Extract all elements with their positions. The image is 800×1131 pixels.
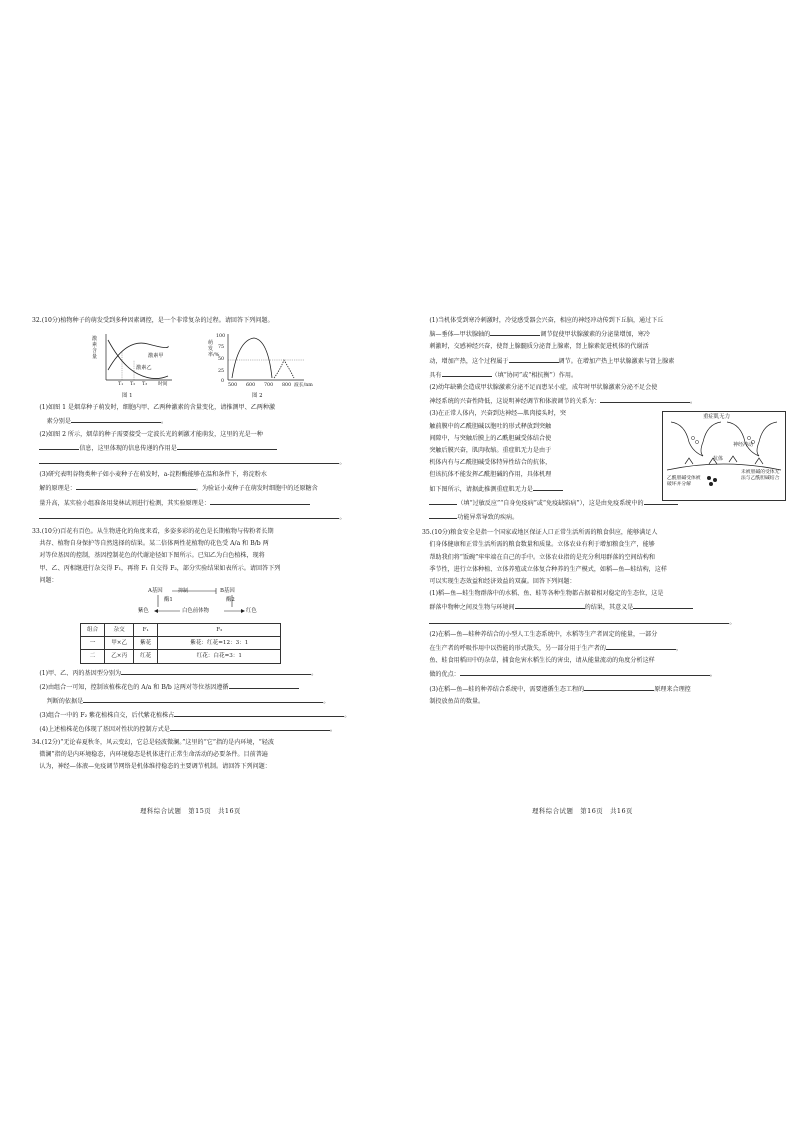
antibody-label: 抗体: [713, 456, 724, 462]
table-cell: 甲×乙: [105, 637, 134, 650]
fig1-tick1: T₁: [118, 382, 124, 388]
figure-1: [92, 330, 182, 400]
q34-part1-a: (1)当机体受到寒冷刺激时，冷觉感受器会兴奋，相应的神经冲动传到下丘脑，通过下丘: [429, 317, 664, 324]
q32-heading: 32.(10分)植物种子的萌发受到多种因素调控，是一个非常复杂的过程。请回答下列问题。: [32, 317, 274, 324]
pathway-arrows: [142, 587, 272, 621]
fig2-ytick-50: 50: [218, 357, 225, 363]
q34-part3-i: 功能异常导致的疾病。: [422, 510, 782, 524]
white-precursor-label: 白色前体物: [182, 608, 209, 615]
fig2-xtick-700: 700: [264, 383, 274, 389]
q32-figures: [92, 330, 392, 400]
fig2-xtick-500: 500: [228, 383, 238, 389]
inhibit-label: 抑制: [178, 588, 189, 595]
q35-line-e: 可以实现生态效益和经济效益的双赢。回答下列问题：: [429, 578, 576, 586]
fig1-curve1-label: 激素甲: [148, 353, 164, 360]
q34-part3-g: 如下图所示，请据此推测重症肌无力是: [422, 482, 654, 496]
q35-part2-a: (2)在稻—鱼—蛙种养结合的小型人工生态系统中，水稻等生产者固定的能量，一部分: [429, 630, 658, 638]
q35-line-b: 们身体健康和正常生活所需的粮食数量和质量。立体农业有利于增加粮食生产，能够: [429, 541, 655, 549]
q33-line-e: 问题：: [39, 576, 58, 584]
red-label: 红色: [246, 608, 257, 615]
q33-line-d: 甲、乙、丙相继进行杂交得 F₁，再将 F₁ 自交得 F₂，部分实验结果如表所示。请回答下列: [39, 564, 281, 572]
table-row: [81, 650, 281, 663]
q32-part2-blank: 。: [32, 455, 392, 469]
fig2-xtick-800: 800: [282, 383, 292, 389]
q34-part1-b: 脑—垂体—甲状腺轴的 调节促使甲状腺激素的分泌量增加，寒冷: [422, 327, 782, 341]
gene-b-label: B基因: [220, 588, 235, 595]
enzyme2-label: 酶2: [226, 597, 235, 604]
fig2-xtick-600: 600: [246, 383, 256, 389]
enzyme1-label: 酶1: [164, 597, 173, 604]
impulse-label: 神经冲动: [733, 442, 754, 448]
table-cell: 乙×丙: [105, 650, 134, 663]
q32-part2-a: (2)如图 2 所示，烟草的种子需要接受一定波长光的刺激才能萌发，这里的光是一种: [39, 430, 263, 438]
q35-part1-a: (1)稻—鱼—蛙生物群落中的水稻、鱼、蛙等各种生物都占据着相对稳定的生态位，这是: [429, 590, 664, 598]
q33-part4: (4)上述植株花色体现了基因对性状的控制方式是 。: [32, 722, 392, 736]
q32-part3-a: (3)研究表明谷物类种子如小麦种子在萌发时，a-淀粉酶能够在温和条件下，将淀粉水: [39, 471, 267, 479]
fig2-ytick-0: 0: [221, 379, 225, 385]
q33-part2-b: 判断的依据是 。: [32, 694, 392, 708]
q35-part1-b: 群落中物种之间及生物与环境间 的结果，其意义是: [422, 600, 782, 614]
q33-line-a: 33.(10分)百花有百色。从生物进化的角度来看，多姿多彩的花色是长期植物与传粉者长期: [32, 528, 274, 536]
q34-part2-b: 神经系统的兴奋性降低，这说明神经调节和体液调节的关系为： 。: [422, 394, 782, 408]
q33-part3: (3)组合一中的 F₂ 紫花植株自交，后代紫花植株占 。: [32, 708, 392, 722]
fig1-caption: 图 1: [122, 393, 133, 399]
table-cell: 紫花: [134, 637, 158, 650]
right-mechanism-label: 未被胆碱的受体无法与乙酰胆碱结合: [741, 470, 780, 481]
fig1-xlabel: 时间: [158, 382, 168, 388]
q34-part3-d: 突触后膜兴奋，肌肉收缩。重症肌无力是由于: [429, 447, 552, 455]
q34-part1-e: 具有 （填“协同”或“相抗衡”）作用。: [422, 368, 782, 382]
q35-part1-blank: 。: [422, 615, 782, 629]
q34-part3-b: 触前膜中的乙酰胆碱以胞吐的形式释放到突触: [429, 422, 552, 430]
q34-part1-c: 刺激时，交感神经兴奋，使肾上腺髓质分泌肾上腺素，肾上腺素促进机体的代谢活: [429, 343, 649, 351]
table-cell: 红花：白花=3：1: [158, 650, 281, 663]
q32-part3-c: 量升高，某实验小组准备用斐林试剂进行检测，其实验原理是：: [32, 496, 392, 510]
flower-pathway-diagram: [138, 587, 392, 621]
table-header-row: [81, 624, 281, 637]
right-page: [422, 315, 782, 708]
fig1-ylabel: 激素含量: [92, 336, 98, 361]
table-cell: 一: [81, 637, 105, 650]
q35-part2-d: 做的优点： 。: [422, 667, 782, 681]
table-header: 组合: [81, 624, 105, 637]
fig2-xlabel: 波长/nm: [294, 383, 313, 389]
figure-2: [208, 330, 318, 400]
q35-line-a: 35.(10分)粮食安全是指一个国家或地区保证人口正常生活所需的粮食供应，能够满足人: [422, 529, 658, 537]
q33-line-b: 共存、植物自身保护等自然选择的结果。某二倍体两性花植物的花色受 A/a 和 B/b 两: [39, 540, 269, 548]
fig2-ytick-25: 25: [218, 369, 225, 375]
q34-part3-c: 间隙中，与突触后膜上的乙酰胆碱受体结合使: [429, 434, 552, 442]
q34-line-b: 微澜”指的是内环境稳态，内环境稳态是机体进行正常生命活动的必要条件。目前普遍: [39, 750, 268, 758]
table-cell: 二: [81, 650, 105, 663]
diagram-title: 重症肌无力: [703, 414, 730, 420]
q34-part1-d: 动，增加产热，这个过程属于 调节。在增加产热上甲状腺激素与肾上腺素: [422, 354, 782, 368]
q34-part3-f: 但该抗体不能发挥乙酰胆碱的作用，具体机理: [429, 471, 552, 479]
q33-part2-a: (2)由组合一可知，控制该植株花色的 A/a 和 B/b 这两对等位基因遵循: [32, 680, 392, 694]
table-header: F₁: [134, 624, 158, 637]
table-cell: 紫花：红花=12：3：1: [158, 637, 281, 650]
q32-part3-b: 解的原理是： 。为验证小麦种子在萌发时细胞中的还原糖含: [32, 481, 392, 495]
table-row: [81, 637, 281, 650]
q34-part3-h: （填“过敏反应”“自身免疫病”或“免疫缺陷病”），这是由免疫系统中的: [422, 496, 782, 510]
q33-line-c: 对等位基因的控制，基因控制花色的代谢途径如下图所示。已知乙为白色植株，现将: [39, 552, 265, 560]
myasthenia-diagram: [662, 411, 786, 501]
q32-part2-b: 信息，这里体现的信息传递的作用是: [32, 441, 392, 455]
q34-line-a: 34.(12分)“无论春夏秋冬，风云变幻，它总是轻波微澜。”这里的“它”指的是内环境，“轻波: [32, 738, 274, 746]
table-cell: 红花: [134, 650, 158, 663]
left-page-footer: 理科综合试题 第15页 共16页: [140, 807, 241, 815]
q33-part1: (1)甲、乙、丙的基因型分别为 。: [32, 666, 392, 680]
gene-a-label: A基因: [148, 588, 163, 595]
q34-part3-e: 机体内有与乙酰胆碱受体特异性结合的抗体，: [429, 459, 552, 467]
fig2-ytick-75: 75: [218, 345, 225, 351]
q35-part3-a: (3)在稻—鱼—蛙的种养结合系统中，需要遵循生态工程的 原理来合理控: [422, 682, 782, 696]
q35-part3-b: 制投放鱼苗的数量。: [429, 697, 485, 705]
fig1-tick2: T₂: [130, 382, 136, 388]
cross-results-table: [80, 623, 281, 664]
purple-label: 紫色: [138, 608, 149, 615]
fig2-ylabel: 萌发率/%: [208, 340, 220, 359]
left-mechanism-label: 乙酰胆碱受体被破坏并分解: [667, 476, 701, 487]
right-page-footer: 理科综合试题 第16页 共16页: [532, 807, 633, 815]
table-header: 杂交: [105, 624, 134, 637]
table-header: F₂: [158, 624, 281, 637]
fig2-caption: 图 2: [252, 393, 263, 399]
q34-part3-a: (3)在正常人体内，兴奋到达神经—肌肉接头时，突: [429, 410, 566, 418]
q34-line-c: 认为，神经—体液—免疫调节网络是机体维持稳态的主要调节机制。请回答下列问题：: [39, 763, 271, 771]
q35-part2-b: 在生产者的呼吸作用中以热能的形式散失，另一部分用于生产者的 ，: [422, 641, 782, 655]
fig1-tick3: T₃: [142, 382, 148, 388]
left-page: [32, 315, 392, 773]
q34-part2-a: (2)幼年缺碘会造成甲状腺激素分泌不足而患呆小症，成年时甲状腺激素分泌不足会使: [429, 384, 658, 392]
q32-part3-blank: 。: [32, 510, 392, 524]
q32-part1-a: (1)如图 1 是烟草种子萌发时，细胞内甲、乙两种激素的含量变化，请推测甲、乙两种激: [39, 404, 276, 412]
q35-line-d: 季节性，进行立体种植、立体养殖或立体复合种养的生产模式，如稻—鱼—蛙结构，这样: [429, 565, 667, 573]
fig2-ytick-100: 100: [216, 334, 226, 340]
q35-line-c: 帮助我们将“饭碗”牢牢端在自己的手中。立体农业指的是充分利用群落的空间结构和: [429, 553, 655, 561]
q32-part1-b: 素分别是 。: [32, 414, 392, 428]
q35-part2-c: 鱼、蛙食用稻田中的杂草，捕食危害水稻生长的害虫，请从能量流动的角度分析这样: [429, 657, 655, 665]
fig1-curve2-label: 激素乙: [136, 365, 152, 372]
